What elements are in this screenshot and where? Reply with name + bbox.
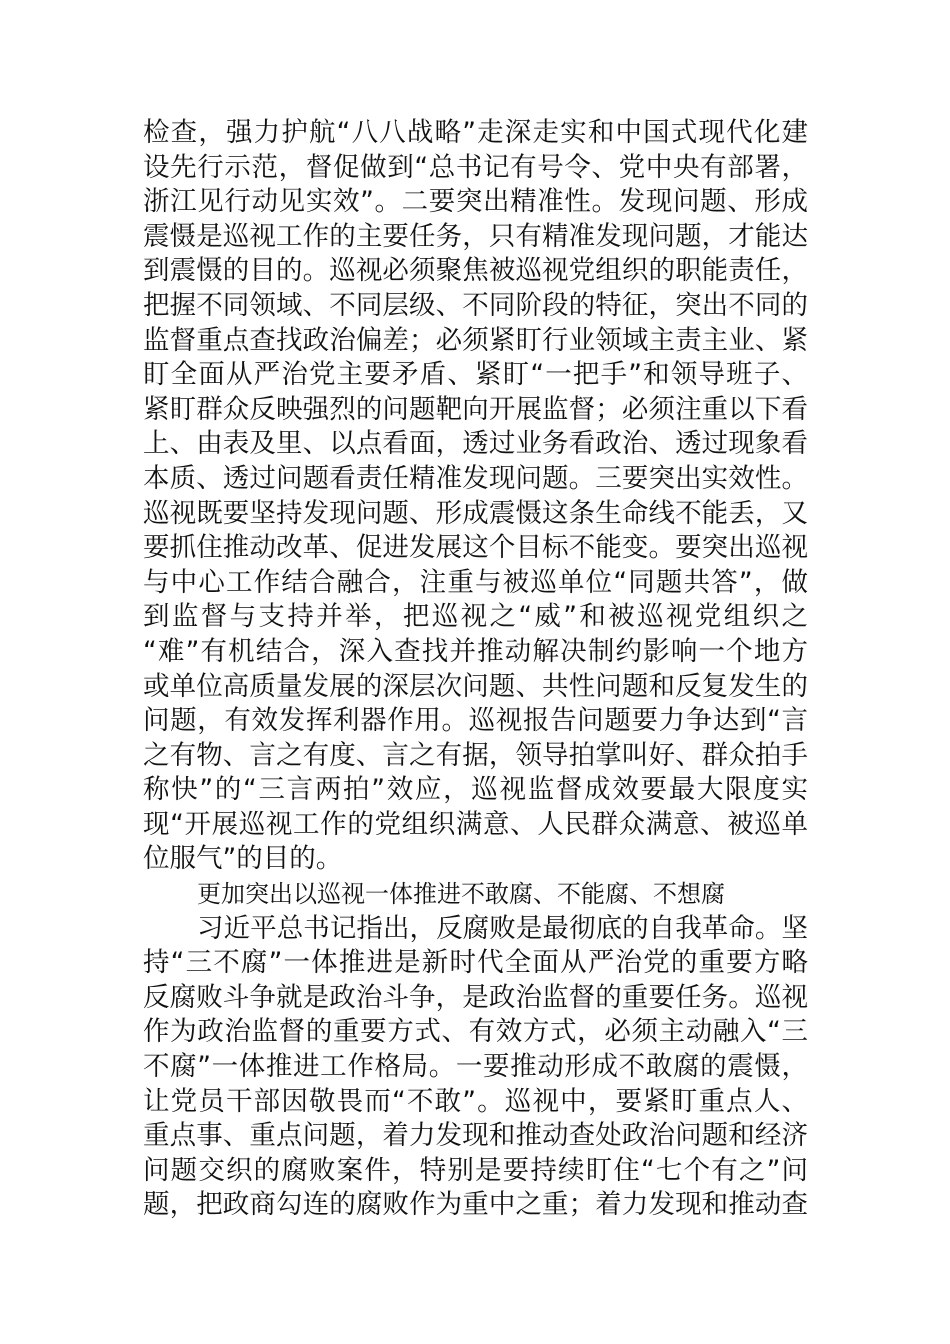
text-line: 本质、透过问题看责任精准发现问题。三要突出实效性。 (143, 462, 808, 494)
text-line: 称快”的“三言两拍”效应，巡视监督成效要最大限度实 (143, 774, 808, 806)
text-line: 让党员干部因敬畏而“不敢”。巡视中，要紧盯重点人、 (143, 1085, 808, 1117)
text-line: 与中心工作结合融合，注重与被巡单位“同题共答”，做 (143, 566, 808, 598)
body-text (143, 116, 808, 1223)
text-line: 要抓住推动改革、促进发展这个目标不能变。要突出巡视 (143, 532, 808, 564)
text-line: 到监督与支持并举，把巡视之“威”和被巡视党组织之 (143, 601, 808, 633)
text-line: 把握不同领域、不同层级、不同阶段的特征，突出不同的 (143, 289, 808, 321)
text-line: 题，把政商勾连的腐败作为重中之重；着力发现和推动查 (143, 1189, 808, 1221)
text-line: 震慑是巡视工作的主要任务，只有精准发现问题，才能达 (143, 220, 808, 252)
text-line: 持“三不腐”一体推进是新时代全面从严治党的重要方略 (143, 947, 808, 979)
text-line: 反腐败斗争就是政治斗争，是政治监督的重要任务。巡视 (143, 981, 808, 1013)
text-line: 不腐”一体推进工作格局。一要推动形成不敢腐的震慑， (143, 1051, 808, 1083)
text-line: 紧盯群众反映强烈的问题靶向开展监督；必须注重以下看 (143, 393, 808, 425)
text-line: 或单位高质量发展的深层次问题、共性问题和反复发生的 (143, 670, 808, 702)
text-line: 到震慑的目的。巡视必须聚焦被巡视党组织的职能责任， (143, 255, 808, 287)
text-line: 巡视既要坚持发现问题、形成震慑这条生命线不能丢，又 (143, 497, 808, 529)
text-line: 位服气”的目的。 (143, 843, 343, 875)
text-line: 检查，强力护航“八八战略”走深走实和中国式现代化建 (143, 117, 808, 148)
text-line: 监督重点查找政治偏差；必须紧盯行业领域主责主业、紧 (143, 324, 808, 356)
text-line: 问题交织的腐败案件，特别是要持续盯住“七个有之”问 (143, 1154, 808, 1186)
text-line: 问题，有效发挥利器作用。巡视报告问题要力争达到“言 (143, 705, 808, 737)
text-line: 之有物、言之有度、言之有据，领导拍掌叫好、群众拍手 (143, 739, 808, 771)
text-line: 习近平总书记指出，反腐败是最彻底的自我革命。坚 (197, 912, 808, 944)
text-line: 作为政治监督的重要方式、有效方式，必须主动融入“三 (143, 1016, 808, 1048)
text-line: 上、由表及里、以点看面，透过业务看政治、透过现象看 (143, 428, 808, 460)
section-heading: 更加突出以巡视一体推进不敢腐、不能腐、不想腐 (197, 880, 725, 909)
text-line: 重点事、重点问题，着力发现和推动查处政治问题和经济 (143, 1120, 808, 1152)
text-line: 设先行示范，督促做到“总书记有号令、党中央有部署， (143, 151, 808, 183)
text-line: “难”有机结合，深入查找并推动解决制约影响一个地方 (143, 635, 808, 667)
text-line: 盯全面从严治党主要矛盾、紧盯“一把手”和领导班子、 (143, 359, 808, 391)
text-line: 现“开展巡视工作的党组织满意、人民群众满意、被巡单 (143, 808, 808, 840)
text-line: 浙江见行动见实效”。二要突出精准性。发现问题、形成 (143, 186, 808, 218)
